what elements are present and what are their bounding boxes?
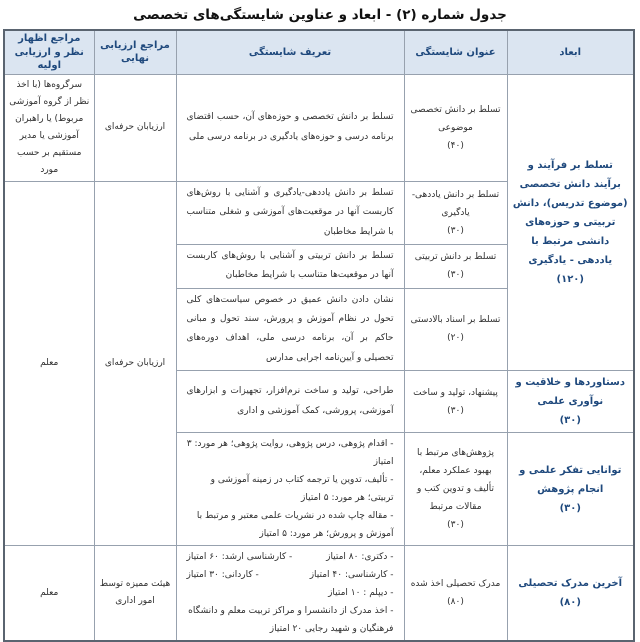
competency-score: (۳۰) <box>447 405 464 416</box>
definition-line: - مقاله چاپ شده در نشریات علمی معتبر و مرتبط با آموزش و پرورش؛ هر مورد: ۵ امتیاز <box>196 511 394 540</box>
competency-definition-cell <box>176 546 404 642</box>
dimension-research-cell <box>507 433 634 546</box>
dimension-label: تسلط بر فرآیند و برآیند دانش تخصصی (موضوع تدریس)، دانش تربیتی و حوزه‌های دانشی مرتبط با یاددهی - یادگیری <box>512 159 628 266</box>
competency-definition-cell: طراحی، تولید و ساخت نرم‌افزار، تجهیزات و ابزارهای آموزشی، پرورشی، کمک آموزشی و اداری <box>176 371 404 433</box>
competency-title-cell <box>404 74 507 182</box>
competency-title-cell <box>404 288 507 370</box>
initial-reviewer-cell: معلم <box>4 546 94 642</box>
header-competency-title: عنوان شایستگی <box>404 30 507 74</box>
definition-line: - اخذ مدرک از دانشسرا و مراکز تربیت معلم و دانشگاه فرهنگیان و شهید رجایی ۲۰ امتیاز <box>188 606 394 635</box>
initial-reviewer-cell: سرگروه‌ها (با اخذ نظر از گروه آموزشی مربوط) یا راهبران آموزشی یا مدیر مستقیم بر حسب مورد <box>4 74 94 182</box>
competency-title: پیشنهاد، تولید و ساخت <box>413 387 498 398</box>
competency-score: (۲۰) <box>447 333 464 344</box>
dimension-label: آخرین مدرک تحصیلی <box>518 578 623 590</box>
header-final-evaluation: مراجع ارزیابی نهایی <box>94 30 176 74</box>
competency-score: (۸۰) <box>447 597 464 608</box>
competency-definition-cell: تسلط بر دانش تربیتی و آشنایی با روش‌های کاربست آنها در موقعیت‌ها متناسب با شرایط مخاطبان <box>176 245 404 289</box>
competency-definition-cell: تسلط بر دانش تخصصی و حوزه‌های آن، حسب اقتضای برنامه درسی و حوزه‌های یادگیری در برنامه درسی ملی <box>176 74 404 182</box>
initial-reviewer-cell: معلم <box>4 182 94 546</box>
dimension-score: (۱۲۰) <box>556 273 584 285</box>
competency-score: (۳۰) <box>447 520 464 531</box>
header-row <box>4 30 634 74</box>
competency-title-cell <box>404 546 507 642</box>
competency-title: مدرک تحصیلی اخذ شده <box>410 579 501 590</box>
final-evaluator-cell: ارزیابان حرفه‌ای <box>94 182 176 546</box>
final-evaluator-cell: هیئت ممیزه توسط امور اداری <box>94 546 176 642</box>
final-evaluator-cell: ارزیابان حرفه‌ای <box>94 74 176 182</box>
header-initial-review: مراجع اظهار نظر و ارزیابی اولیه <box>4 30 94 74</box>
competency-definition-cell: نشان دادن دانش عمیق در خصوص سیاست‌های کلی تحول در نظام آموزش و پرورش، سند تحول و مبانی حاکم بر آن، برنامه درسی ملی، اهداف دوره‌های تحصیلی و آیین‌نامه اجرایی مدارس <box>176 288 404 370</box>
dimension-score: (۳۰) <box>559 415 581 427</box>
dimension-label: دستاوردها و خلاقیت و نوآوری علمی <box>515 377 625 408</box>
table-row <box>4 74 634 182</box>
competencies-table <box>3 29 635 642</box>
header-competency-definition: تعریف شایستگی <box>176 30 404 74</box>
dimension-degree-cell <box>507 546 634 642</box>
definition-line: - اقدام پژوهی، درس پژوهی، روایت پژوهی؛ هر مورد: ۳ امتیاز <box>186 439 394 468</box>
competency-definition-cell: تسلط بر دانش یاددهی-یادگیری و آشنایی با روش‌های کاربست آنها در موقعیت‌های آموزشی و شغلی متناسب با شرایط مخاطبان <box>176 182 404 245</box>
competency-title-cell <box>404 433 507 546</box>
competency-title: پژوهش‌های مرتبط با بهبود عملکرد معلم، تألیف و تدوین کتب و مقالات مرتبط <box>416 448 495 513</box>
table-title: جدول شماره (۲) - ابعاد و عناوین شایستگی‌های تخصصی <box>133 7 507 23</box>
competency-title-cell <box>404 371 507 433</box>
competency-title: تسلط بر دانش یاددهی- یادگیری <box>411 190 500 219</box>
competency-score: (۴۰) <box>447 140 464 151</box>
competency-title: تسلط بر دانش تخصصی موضوعی <box>410 104 501 133</box>
definition-line: - دکتری: ۸۰ امتیاز - کارشناسی ارشد: ۶۰ امتیاز <box>186 552 394 563</box>
definition-line: - تألیف، تدوین یا ترجمه کتاب در زمینه آموزشی و تربیتی؛ هر مورد: ۵ امتیاز <box>210 475 394 504</box>
competency-title: تسلط بر دانش تربیتی <box>414 252 497 263</box>
dimension-label: توانایی تفکر علمی و انجام پژوهش <box>519 464 622 495</box>
competency-definition-cell <box>176 433 404 546</box>
header-dimensions: ابعاد <box>507 30 634 74</box>
dimension-score: (۳۰) <box>559 502 581 514</box>
table-row <box>4 546 634 642</box>
dimension-achievements-cell <box>507 371 634 433</box>
competency-score: (۳۰) <box>447 226 464 237</box>
definition-line: - کارشناسی: ۴۰ امتیاز - کاردانی: ۳۰ امتیاز <box>186 570 394 581</box>
competency-title: تسلط بر اسناد بالادستی <box>410 315 501 326</box>
dimension-knowledge-cell <box>507 74 634 371</box>
dimension-score: (۸۰) <box>559 597 581 609</box>
competency-title-cell <box>404 182 507 245</box>
competency-score: (۳۰) <box>447 270 464 281</box>
definition-line: - دیپلم : ۱۰ امتیاز <box>328 588 394 599</box>
competency-title-cell <box>404 245 507 289</box>
